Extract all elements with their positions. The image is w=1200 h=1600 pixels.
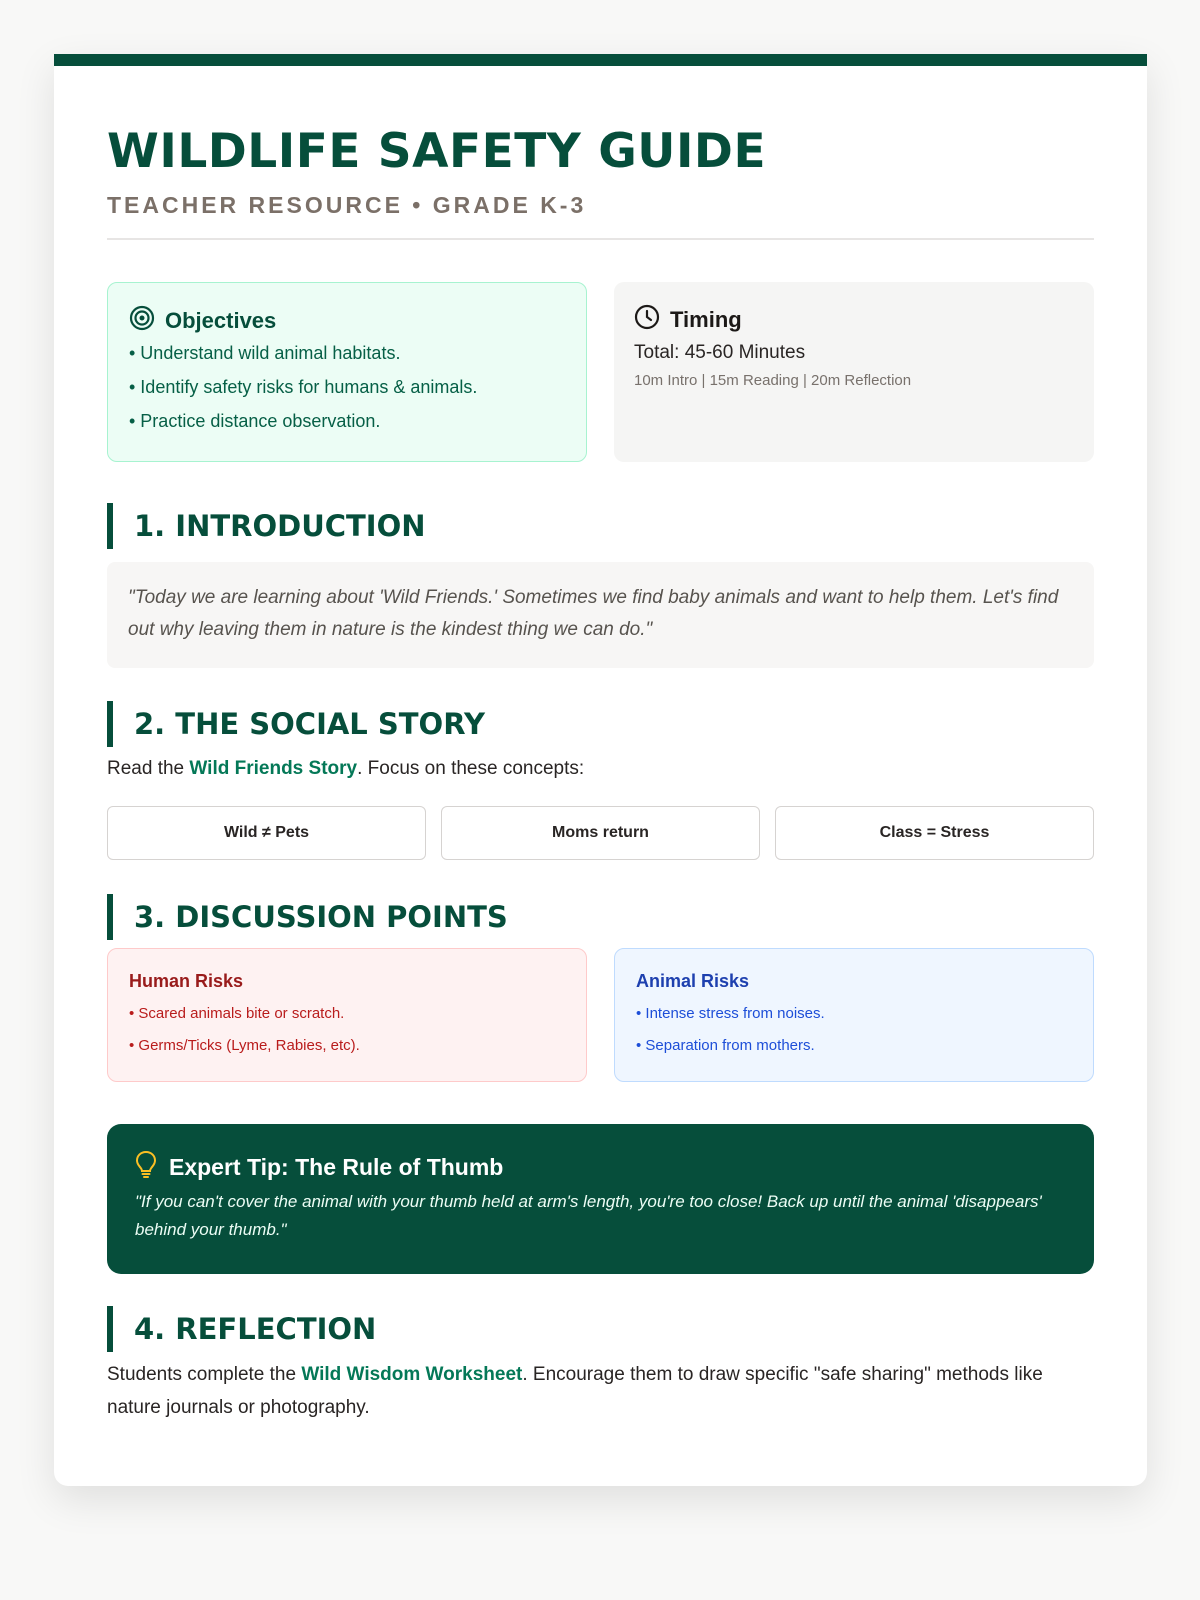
reflection-text-after: . Encourage them to draw specific "safe sharing" methods like nature journals or photography. <box>107 1364 1043 1418</box>
wild-wisdom-worksheet-link[interactable]: Wild Wisdom Worksheet <box>301 1364 523 1385</box>
objective-item: • Identify safety risks for humans & animals. <box>129 377 478 397</box>
social-story-text <box>107 752 1094 785</box>
wild-friends-story-link[interactable]: Wild Friends Story <box>189 758 358 779</box>
reflection-text-before: Students complete the <box>107 1364 302 1385</box>
objectives-title: Objectives <box>165 308 277 333</box>
expert-tip-header <box>135 1150 503 1184</box>
animal-risks-title: Animal Risks <box>636 971 750 991</box>
human-risks-list <box>129 1005 360 1069</box>
expert-tip-title: Expert Tip: The Rule of Thumb <box>169 1153 504 1180</box>
animal-risks-list <box>636 1005 825 1069</box>
timing-breakdown: 10m Intro | 15m Reading | 20m Reflection <box>634 372 912 389</box>
animal-risk-item: • Intense stress from noises. <box>636 1005 825 1022</box>
section-heading-discussion: 3. DISCUSSION POINTS <box>107 894 508 940</box>
human-risk-item: • Scared animals bite or scratch. <box>129 1005 345 1022</box>
concept-chip: Wild ≠ Pets <box>107 806 426 860</box>
concept-chip: Moms return <box>441 806 760 860</box>
timing-box <box>614 282 1094 462</box>
expert-tip-text: "If you can't cover the animal with your thumb held at arm's length, you're too close! Back up until the animal 'disappears' behind your thumb." <box>135 1192 1042 1239</box>
lightbulb-icon <box>135 1150 157 1184</box>
human-risk-item: • Germs/Ticks (Lyme, Rabies, etc). <box>129 1037 360 1054</box>
objective-item: • Understand wild animal habitats. <box>129 343 401 363</box>
animal-risks-box <box>614 948 1094 1082</box>
introduction-quote: "Today we are learning about 'Wild Friends.' Sometimes we find baby animals and want to help them. Let's find out why leaving them in nature is the kindest thing we can do." <box>107 562 1094 668</box>
timing-title: Timing <box>670 307 742 332</box>
objectives-list <box>129 343 477 445</box>
section-heading-social-story: 2. THE SOCIAL STORY <box>107 701 485 747</box>
animal-risk-item: • Separation from mothers. <box>636 1037 815 1054</box>
clock-icon <box>634 304 660 336</box>
social-story-text-after: . Focus on these concepts: <box>357 758 585 779</box>
reflection-text <box>107 1358 1094 1424</box>
timing-total: Total: 45-60 Minutes <box>634 342 806 363</box>
expert-tip-box <box>107 1124 1094 1274</box>
header-divider <box>107 238 1094 240</box>
target-icon <box>129 305 155 337</box>
guide-card <box>54 54 1147 1486</box>
timing-header <box>634 304 742 336</box>
page-subtitle: TEACHER RESOURCE • GRADE K-3 <box>107 192 587 218</box>
page-title: WILDLIFE SAFETY GUIDE <box>107 124 767 179</box>
human-risks-box <box>107 948 587 1082</box>
objective-item: • Practice distance observation. <box>129 411 381 431</box>
human-risks-title: Human Risks <box>129 971 244 991</box>
objectives-box <box>107 282 587 462</box>
objectives-header <box>129 305 276 337</box>
section-heading-introduction: 1. INTRODUCTION <box>107 503 426 549</box>
section-heading-reflection: 4. REFLECTION <box>107 1306 376 1352</box>
concept-chip: Class = Stress <box>775 806 1094 860</box>
social-story-text-before: Read the <box>107 758 190 779</box>
